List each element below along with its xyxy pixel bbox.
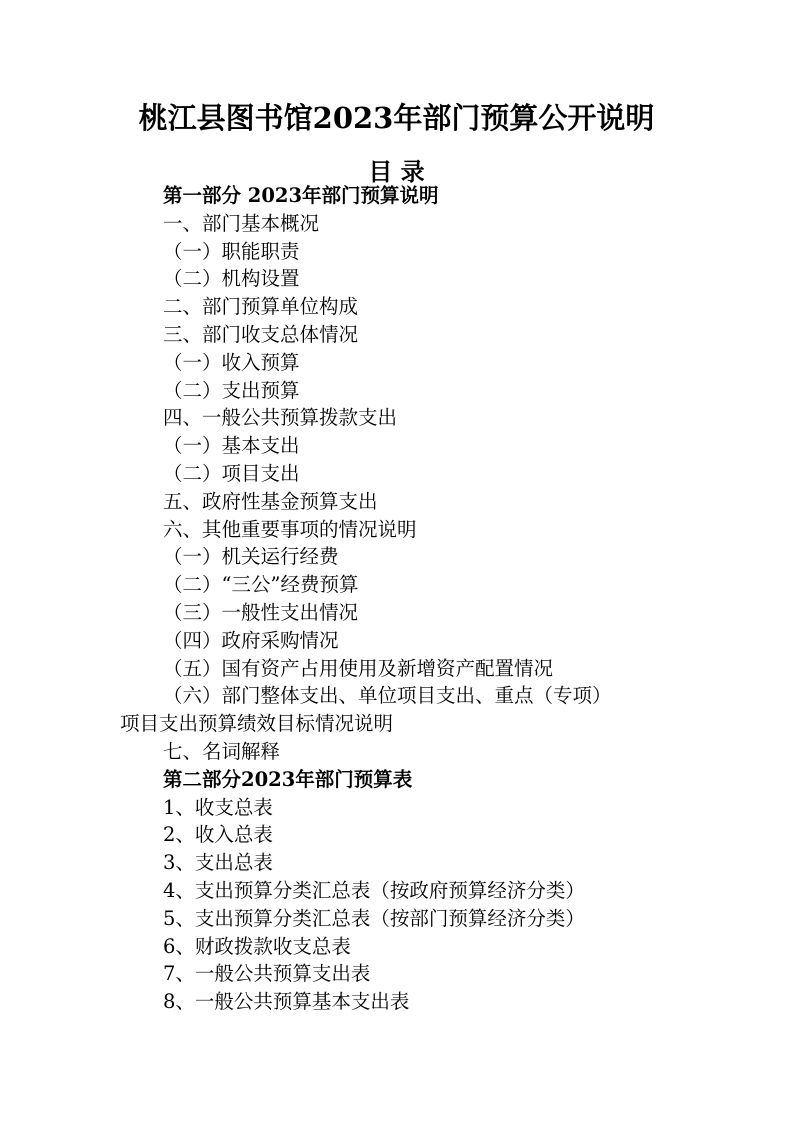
- toc-entry: 一、部门基本概况: [163, 211, 320, 235]
- toc-entry: 七、名词解释: [163, 739, 281, 763]
- table-of-contents: [0, 182, 793, 1016]
- toc-entry: 四、一般公共预算拨款支出: [163, 406, 398, 430]
- toc-entry: 三、部门收支总体情况: [163, 322, 359, 346]
- toc-entry: 1、收支总表: [163, 795, 273, 819]
- toc-subentry: （二）项目支出: [163, 461, 300, 485]
- toc-subentry: （五）国有资产占用使用及新增资产配置情况: [163, 656, 554, 680]
- toc-subentry: （二）“三公”经费预算: [163, 573, 359, 597]
- toc-subentry: （一）收入预算: [163, 350, 300, 374]
- toc-entry: 4、支出预算分类汇总表（按政府预算经济分类）: [163, 878, 585, 902]
- toc-subentry: （二）机构设置: [163, 267, 300, 291]
- toc-subentry: （一）基本支出: [163, 434, 300, 458]
- toc-heading: 目 录: [368, 157, 425, 186]
- toc-subentry: （三）一般性支出情况: [163, 600, 359, 624]
- toc-entry: 2、收入总表: [163, 823, 273, 847]
- toc-subentry: （二）支出预算: [163, 378, 300, 402]
- toc-entry-continuation: 项目支出预算绩效目标情况说明: [120, 712, 394, 736]
- toc-part-heading: 第二部分2023年部门预算表: [163, 767, 413, 791]
- toc-entry: 五、政府性基金预算支出: [163, 489, 378, 513]
- toc-subentry: （一）职能职责: [163, 239, 300, 263]
- toc-entry: 8、一般公共预算基本支出表: [163, 990, 410, 1014]
- toc-part-heading: 第一部分 2023年部门预算说明: [163, 184, 439, 207]
- toc-subentry: （六）部门整体支出、单位项目支出、重点（专项）: [163, 684, 612, 708]
- document-title: 桃江县图书馆2023年部门预算公开说明: [138, 101, 655, 135]
- toc-entry: 3、支出总表: [163, 851, 273, 875]
- toc-entry: 二、部门预算单位构成: [163, 295, 359, 319]
- toc-entry: 5、支出预算分类汇总表（按部门预算经济分类）: [163, 906, 585, 930]
- toc-subentry: （四）政府采购情况: [163, 628, 339, 652]
- toc-entry: 7、一般公共预算支出表: [163, 962, 371, 986]
- toc-subentry: （一）机关运行经费: [163, 545, 339, 569]
- toc-entry: 6、财政拨款收支总表: [163, 934, 351, 958]
- toc-entry: 六、其他重要事项的情况说明: [163, 517, 417, 541]
